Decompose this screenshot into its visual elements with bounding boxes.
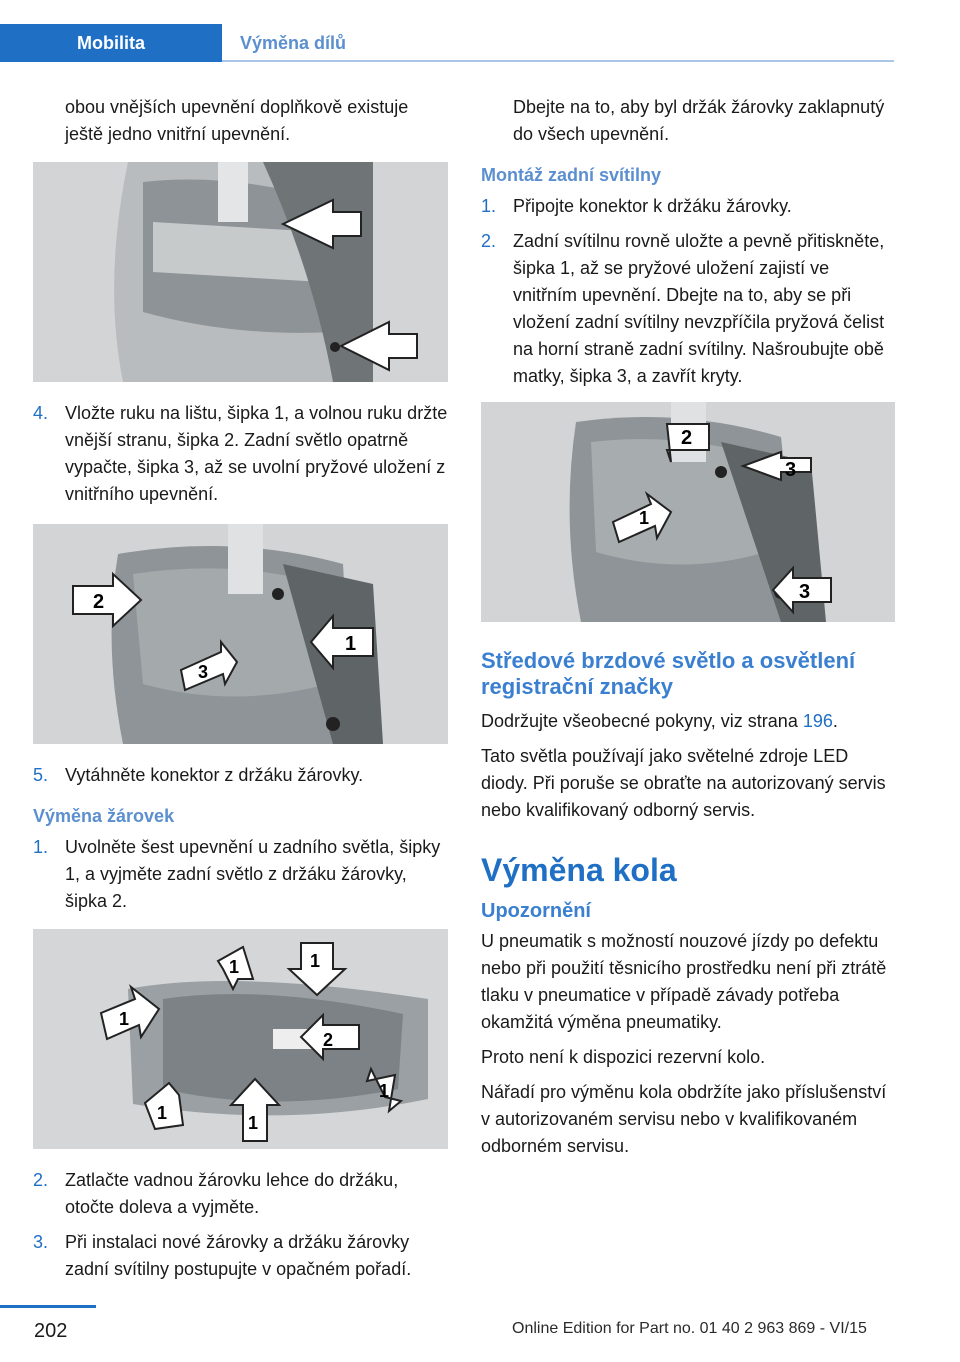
step-text: Zadní svítilnu rovně uložte a pevně přitiskněte, šipka 1, až se pryžové uložení zajistí ve vnitřním upevnění. Dbejte na to, aby se při vložení zadní svítilny nevzpříčila pryžová čelist na horní straně zadní svítilny. Našroubujte obě matky, šipka 3, a zavřít kryty. [513,231,885,386]
page-number-bar [0,1305,96,1308]
step-text: Uvolněte šest upevnění u zadního světla, šipky 1, a vyjměte zadní světlo z držáku žárovky, šipka 2. [65,837,441,911]
step-text: Vložte ruku na lištu, šipka 1, a volnou ruku držte vnější stranu, šipka 2. Zadní světlo opatrně vypačte, šipka 3, až se uvolní pryžové uložení z vnitřního upevnění. [65,403,448,504]
step-text: Připojte konektor k držáku žárovky. [513,196,792,216]
fig3-label-b: 1 [310,951,321,971]
footer-edition: Online Edition for Part no. 01 40 2 963 869 - VI/15 [512,1320,867,1337]
page-number: 202 [34,1320,68,1342]
header-tab-mobilita[interactable]: Mobilita [0,24,222,62]
step-text: Zatlačte vadnou žárovku lehce do držáku, otočte doleva a vyjměte. [65,1170,399,1217]
step-number: 1. [481,196,497,216]
note-para-2: Proto není k dispozici rezervní kolo. [481,1047,766,1067]
bulb-step-2 [33,1167,448,1221]
header-divider [222,60,894,62]
fig2-label-c: 3 [198,662,209,682]
fig2-label-a: 2 [93,591,105,613]
fig3-label-d: 2 [323,1030,334,1050]
figure-rear-light-fasteners [33,162,448,382]
fig4-label-a: 2 [681,427,693,449]
fig2-label-b: 1 [345,633,357,655]
figure-remove-light [33,524,448,744]
step-text: Vytáhněte konektor z držáku žárovky. [65,765,364,785]
subheading-note: Upozornění [481,900,591,922]
heading-brake-light: Středové brzdové světlo a osvětlení registrační značky [481,648,856,699]
figure-bulb-holder [33,929,448,1149]
step-4 [33,400,448,508]
note-para-1: U pneumatik s možností nouzové jízdy po defektu nebo při použití těsnicího prostředku není při ztrátě tlaku v pneumatice v případě závady potřeba okamžitá výměna pneumatiky. [481,931,887,1032]
step-number: 2. [481,231,497,251]
step-text: Při instalaci nové žárovky a držáku žárovky zadní svítilny postupujte v opačném pořadí. [65,1232,412,1279]
fig4-label-d: 3 [799,581,811,603]
left-column [33,94,448,1291]
brake-para-1 [481,708,895,735]
mount-step-2 [481,228,895,390]
fig4-label-c: 1 [639,508,650,528]
fig3-label-g: 1 [248,1113,259,1133]
brake-para-1-end: . [832,711,838,731]
intro-text: obou vnějších upevnění doplňkově existuje ještě jedno vnitřní upevnění. [65,97,409,144]
subheading-bulbs: Výměna žárovek [33,806,175,826]
step-5 [33,762,448,789]
bulb-step-1 [33,834,448,915]
fig3-label-e: 1 [379,1081,390,1101]
step-number: 1. [33,837,49,857]
fig3-label-a: 1 [229,957,240,977]
figure-mount-light [481,402,895,622]
brake-para-2: Tato světla používají jako světelné zdroje LED diody. Při poruše se obraťte na autorizovaný servis nebo kvalifikovaný odborný servis. [481,746,886,820]
fig3-label-f: 1 [157,1103,168,1123]
step-number: 4. [33,403,49,423]
subheading-mount: Montáž zadní svítilny [481,165,662,185]
fig4-label-b: 3 [785,459,797,481]
bulb-step-3 [33,1229,448,1283]
fig3-label-c: 1 [119,1009,130,1029]
step-number: 2. [33,1170,49,1190]
continued-text: Dbejte na to, aby byl držák žárovky zaklapnutý do všech upevnění. [513,97,885,144]
right-column [481,94,895,1174]
step-number: 3. [33,1232,49,1252]
heading-wheel-change: Výměna kola [481,852,677,888]
mount-step-1 [481,193,895,220]
note-para-3: Nářadí pro výměnu kola obdržíte jako příslušenství v autorizovaném servisu nebo v kvalifikovaném odborném servisu. [481,1082,887,1156]
header-tab-section[interactable]: Výměna dílů [240,33,347,53]
brake-para-1-text: Dodržujte všeobecné pokyny, viz strana [481,711,803,731]
step-number: 5. [33,765,49,785]
page-link-196[interactable]: 196 [802,711,833,731]
